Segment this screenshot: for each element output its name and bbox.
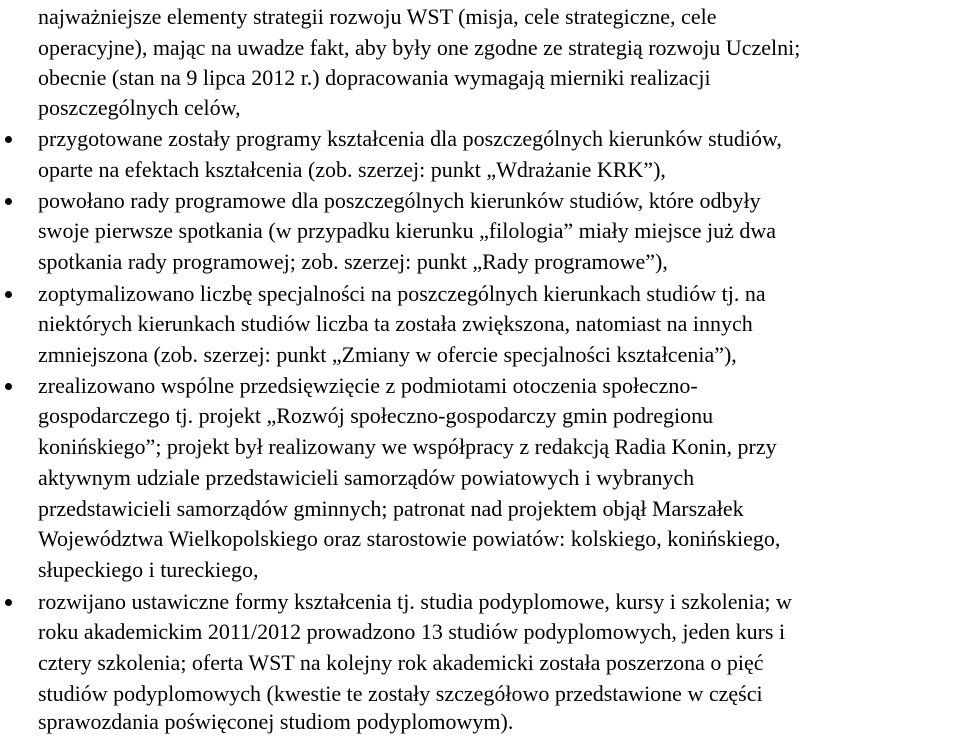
line-text: powołano rady programowe dla poszczególnych kierunków studiów, które odbyły xyxy=(38,188,761,213)
line-text: przygotowane zostały programy kształcenia dla poszczególnych kierunków studiów, xyxy=(38,126,782,151)
line-text: swoje pierwsze spotkania (w przypadku kierunku „filologia” miały miejsce już dwa xyxy=(38,218,776,243)
bullet-icon xyxy=(5,599,12,606)
bullet-icon xyxy=(5,136,12,143)
line-text: rozwijano ustawiczne formy kształcenia tj. studia podyplomowe, kursy i szkolenia; w xyxy=(38,589,792,614)
line-text: słupeckiego i tureckiego, xyxy=(38,557,259,582)
line-text: roku akademickim 2011/2012 prowadzono 13 studiów podyplomowych, jeden kurs i xyxy=(38,619,786,644)
line-text: aktywnym udziale przedstawicieli samorządów powiatowych i wybranych xyxy=(38,465,695,490)
line-text: niektórych kierunkach studiów liczba ta została zwiększona, natomiast na innych xyxy=(38,311,753,336)
line-text: cztery szkolenia; oferta WST na kolejny rok akademicki została poszerzona o pięć xyxy=(38,650,764,675)
line-text: sprawozdania poświęconej studiom podyplomowym). xyxy=(38,709,514,734)
line-text: studiów podyplomowych (kwestie te zostały szczegółowo przedstawione w części xyxy=(38,681,763,706)
line-text: oparte na efektach kształcenia (zob. szerzej: punkt „Wdrażanie KRK”), xyxy=(38,157,666,182)
bullet-icon xyxy=(5,198,12,205)
bullet-icon xyxy=(5,291,12,298)
line-text: zoptymalizowano liczbę specjalności na poszczególnych kierunkach studiów tj. na xyxy=(38,281,766,306)
line-text: konińskiego”; projekt był realizowany we współpracy z redakcją Radia Konin, przy xyxy=(38,434,777,459)
line-text: zrealizowano wspólne przedsięwzięcie z podmiotami otoczenia społeczno- xyxy=(38,373,698,398)
line-text: przedstawicieli samorządów gminnych; patronat nad projektem objął Marszałek xyxy=(38,496,744,521)
line-text: spotkania rady programowej; zob. szerzej: punkt „Rady programowe”), xyxy=(38,249,668,274)
line-text: najważniejsze elementy strategii rozwoju WST (misja, cele strategiczne, cele xyxy=(38,4,717,29)
line-text: poszczególnych celów, xyxy=(38,95,241,120)
line-text: obecnie (stan na 9 lipca 2012 r.) dopracowania wymagają mierniki realizacji xyxy=(38,65,711,90)
line-text: gospodarczego tj. projekt „Rozwój społeczno-gospodarczy gmin podregionu xyxy=(38,403,714,428)
line-text: zmniejszona (zob. szerzej: punkt „Zmiany w ofercie specjalności kształcenia”), xyxy=(38,342,737,367)
line-text: Województwa Wielkopolskiego oraz starostowie powiatów: kolskiego, konińskiego, xyxy=(38,526,781,551)
bullet-icon xyxy=(5,383,12,390)
line-text: operacyjne), mając na uwadze fakt, aby były one zgodne ze strategią rozwoju Uczelni; xyxy=(38,35,801,60)
